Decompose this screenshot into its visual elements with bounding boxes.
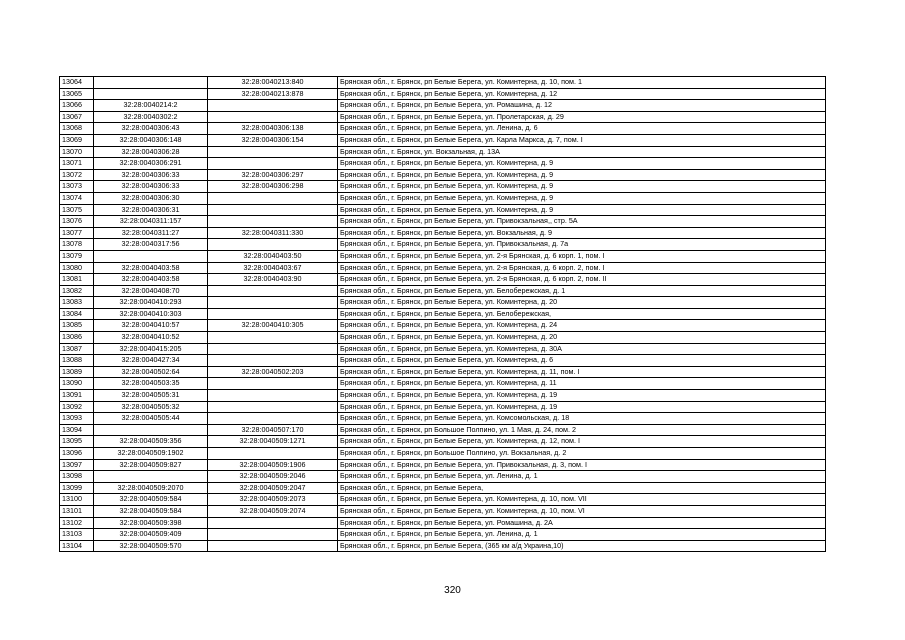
cadastral-number-cell: 32:28:0040410:303	[94, 308, 208, 320]
cadastral-number-cell: 32:28:0040410:293	[94, 297, 208, 309]
row-number-cell: 13066	[60, 100, 94, 112]
cadastral-number-cell: 32:28:0040509:570	[94, 540, 208, 552]
table-row	[60, 216, 826, 228]
address-cell: Брянская обл., г. Брянск, рп Большое Полпино, ул. 1 Мая, д. 24, пом. 2	[338, 424, 826, 436]
table-row	[60, 146, 826, 158]
row-number-cell: 13102	[60, 517, 94, 529]
cadastral-number-cell: 32:28:0040306:43	[94, 123, 208, 135]
cadastral-number-cell	[94, 471, 208, 483]
address-cell: Брянская обл., г. Брянск, рп Белые Берега, ул. Коминтерна, д. 19	[338, 401, 826, 413]
building-cadastral-number-cell	[208, 517, 338, 529]
address-cell: Брянская обл., г. Брянск, рп Белые Берега, ул. Карла Маркса, д. 7, пом. I	[338, 134, 826, 146]
address-cell: Брянская обл., г. Брянск, рп Белые Берега, ул. Коминтерна, д. 10, пом. 1	[338, 77, 826, 89]
row-number-cell: 13067	[60, 111, 94, 123]
building-cadastral-number-cell: 32:28:0040306:138	[208, 123, 338, 135]
table-row	[60, 482, 826, 494]
building-cadastral-number-cell	[208, 285, 338, 297]
cadastral-number-cell: 32:28:0040509:356	[94, 436, 208, 448]
table-row	[60, 274, 826, 286]
row-number-cell: 13083	[60, 297, 94, 309]
address-cell: Брянская обл., г. Брянск, рп Белые Берега,	[338, 482, 826, 494]
row-number-cell: 13085	[60, 320, 94, 332]
cadastral-number-cell: 32:28:0040302:2	[94, 111, 208, 123]
table-row	[60, 134, 826, 146]
address-cell: Брянская обл., г. Брянск, рп Белые Берега, ул. Ленина, д. 1	[338, 471, 826, 483]
row-number-cell: 13099	[60, 482, 94, 494]
row-number-cell: 13096	[60, 448, 94, 460]
row-number-cell: 13087	[60, 343, 94, 355]
table-row	[60, 436, 826, 448]
page-number: 320	[444, 585, 461, 596]
cadastral-number-cell: 32:28:0040408:70	[94, 285, 208, 297]
cadastral-number-cell: 32:28:0040503:35	[94, 378, 208, 390]
address-cell: Брянская обл., г. Брянск, рп Белые Берега, ул. Ленина, д. 1	[338, 529, 826, 541]
address-cell: Брянская обл., г. Брянск, рп Белые Берега, (365 км а/д Украина,10)	[338, 540, 826, 552]
cadastral-number-cell: 32:28:0040214:2	[94, 100, 208, 112]
table-row	[60, 366, 826, 378]
row-number-cell: 13082	[60, 285, 94, 297]
row-number-cell: 13095	[60, 436, 94, 448]
address-cell: Брянская обл., г. Брянск, рп Большое Полпино, ул. Вокзальная, д. 2	[338, 448, 826, 460]
table-row	[60, 262, 826, 274]
row-number-cell: 13092	[60, 401, 94, 413]
row-number-cell: 13086	[60, 332, 94, 344]
cadastral-number-cell	[94, 77, 208, 89]
building-cadastral-number-cell	[208, 192, 338, 204]
row-number-cell: 13065	[60, 88, 94, 100]
table-row	[60, 111, 826, 123]
row-number-cell: 13076	[60, 216, 94, 228]
row-number-cell: 13101	[60, 505, 94, 517]
cadastral-number-cell	[94, 424, 208, 436]
address-cell: Брянская обл., г. Брянск, рп Белые Берега, ул. Вокзальная, д. 9	[338, 227, 826, 239]
row-number-cell: 13080	[60, 262, 94, 274]
address-cell: Брянская обл., г. Брянск, рп Белые Берега, ул. Коминтерна, д. 10, пом. VI	[338, 505, 826, 517]
row-number-cell: 13093	[60, 413, 94, 425]
table-row	[60, 494, 826, 506]
cadastral-number-cell: 32:28:0040505:31	[94, 390, 208, 402]
cadastral-number-cell: 32:28:0040427:34	[94, 355, 208, 367]
cadastral-number-cell	[94, 88, 208, 100]
cadastral-number-cell: 32:28:0040306:33	[94, 169, 208, 181]
address-cell: Брянская обл., г. Брянск, рп Белые Берега, ул. Белобережская,	[338, 308, 826, 320]
cadastral-number-cell: 32:28:0040509:827	[94, 459, 208, 471]
table-row	[60, 158, 826, 170]
row-number-cell: 13075	[60, 204, 94, 216]
building-cadastral-number-cell: 32:28:0040213:840	[208, 77, 338, 89]
address-cell: Брянская обл., г. Брянск, рп Белые Берега, ул. Ленина, д. 6	[338, 123, 826, 135]
building-cadastral-number-cell	[208, 401, 338, 413]
cadastral-number-cell: 32:28:0040505:32	[94, 401, 208, 413]
row-number-cell: 13079	[60, 250, 94, 262]
cadastral-number-cell: 32:28:0040311:157	[94, 216, 208, 228]
cadastral-number-cell: 32:28:0040415:205	[94, 343, 208, 355]
address-cell: Брянская обл., г. Брянск, рп Белые Берега, ул. Коминтерна, д. 9	[338, 204, 826, 216]
table-row	[60, 204, 826, 216]
address-cell: Брянская обл., г. Брянск, рп Белые Берега, ул. 2-я Брянская, д. 6 корп. 1, пом. I	[338, 250, 826, 262]
row-number-cell: 13089	[60, 366, 94, 378]
building-cadastral-number-cell	[208, 239, 338, 251]
address-cell: Брянская обл., г. Брянск, рп Белые Берега, ул. Привокзальная, д. 3, пом. I	[338, 459, 826, 471]
table-row	[60, 378, 826, 390]
table-row	[60, 250, 826, 262]
address-cell: Брянская обл., г. Брянск, рп Белые Берега, ул. Коминтерна, д. 9	[338, 158, 826, 170]
cadastral-number-cell: 32:28:0040410:57	[94, 320, 208, 332]
table-row	[60, 332, 826, 344]
building-cadastral-number-cell: 32:28:0040509:2046	[208, 471, 338, 483]
building-cadastral-number-cell	[208, 540, 338, 552]
row-number-cell: 13078	[60, 239, 94, 251]
building-cadastral-number-cell	[208, 355, 338, 367]
address-cell: Брянская обл., г. Брянск, рп Белые Берега, ул. Коминтерна, д. 9	[338, 169, 826, 181]
address-cell: Брянская обл., г. Брянск, рп Белые Берега, ул. Коминтерна, д. 11, пом. I	[338, 366, 826, 378]
cadastral-number-cell: 32:28:0040403:58	[94, 262, 208, 274]
address-cell: Брянская обл., г. Брянск, рп Белые Берега, ул. Ромашина, д. 12	[338, 100, 826, 112]
address-cell: Брянская обл., г. Брянск, рп Белые Берега, ул. Белобережская, д. 1	[338, 285, 826, 297]
cadastral-number-cell: 32:28:0040509:409	[94, 529, 208, 541]
building-cadastral-number-cell	[208, 158, 338, 170]
cadastral-number-cell: 32:28:0040509:584	[94, 505, 208, 517]
row-number-cell: 13068	[60, 123, 94, 135]
table-row	[60, 308, 826, 320]
cadastral-number-cell: 32:28:0040502:64	[94, 366, 208, 378]
cadastral-number-cell: 32:28:0040410:52	[94, 332, 208, 344]
table-row	[60, 401, 826, 413]
building-cadastral-number-cell: 32:28:0040507:170	[208, 424, 338, 436]
row-number-cell: 13064	[60, 77, 94, 89]
address-cell: Брянская обл., г. Брянск, рп Белые Берега, ул. Коминтерна, д. 19	[338, 390, 826, 402]
building-cadastral-number-cell: 32:28:0040502:203	[208, 366, 338, 378]
cadastral-number-cell: 32:28:0040317:56	[94, 239, 208, 251]
table-row	[60, 181, 826, 193]
cadastral-number-cell: 32:28:0040306:30	[94, 192, 208, 204]
cadastral-number-cell: 32:28:0040306:148	[94, 134, 208, 146]
address-cell: Брянская обл., г. Брянск, рп Белые Берега, ул. Коминтерна, д. 11	[338, 378, 826, 390]
address-cell: Брянская обл., г. Брянск, рп Белые Берега, ул. Коминтерна, д. 20	[338, 297, 826, 309]
table-row	[60, 540, 826, 552]
table-row	[60, 390, 826, 402]
address-cell: Брянская обл., г. Брянск, рп Белые Берега, ул. Ромашина, д. 2А	[338, 517, 826, 529]
row-number-cell: 13071	[60, 158, 94, 170]
table-row	[60, 227, 826, 239]
cadastral-number-cell: 32:28:0040306:33	[94, 181, 208, 193]
row-number-cell: 13097	[60, 459, 94, 471]
table-row	[60, 77, 826, 89]
table-row	[60, 192, 826, 204]
row-number-cell: 13098	[60, 471, 94, 483]
table-row	[60, 459, 826, 471]
building-cadastral-number-cell	[208, 111, 338, 123]
table-row	[60, 529, 826, 541]
row-number-cell: 13088	[60, 355, 94, 367]
table-row	[60, 424, 826, 436]
building-cadastral-number-cell: 32:28:0040306:154	[208, 134, 338, 146]
registry-table	[59, 76, 826, 552]
address-cell: Брянская обл., г. Брянск, рп Белые Берега, ул. Пролетарская, д. 29	[338, 111, 826, 123]
registry-table-body	[60, 77, 826, 552]
table-row	[60, 471, 826, 483]
cadastral-number-cell: 32:28:0040403:58	[94, 274, 208, 286]
building-cadastral-number-cell: 32:28:0040213:878	[208, 88, 338, 100]
cadastral-number-cell: 32:28:0040509:398	[94, 517, 208, 529]
building-cadastral-number-cell: 32:28:0040403:50	[208, 250, 338, 262]
building-cadastral-number-cell	[208, 100, 338, 112]
address-cell: Брянская обл., г. Брянск, рп Белые Берега, ул. Привокзальная, д. 7а	[338, 239, 826, 251]
address-cell: Брянская обл., г. Брянск, рп Белые Берега, ул. Коминтерна, д. 24	[338, 320, 826, 332]
address-cell: Брянская обл., г. Брянск, ул. Вокзальная, д. 13А	[338, 146, 826, 158]
table-row	[60, 297, 826, 309]
building-cadastral-number-cell	[208, 343, 338, 355]
row-number-cell: 13073	[60, 181, 94, 193]
address-cell: Брянская обл., г. Брянск, рп Белые Берега, ул. Коминтерна, д. 9	[338, 192, 826, 204]
building-cadastral-number-cell	[208, 308, 338, 320]
building-cadastral-number-cell	[208, 204, 338, 216]
row-number-cell: 13090	[60, 378, 94, 390]
row-number-cell: 13074	[60, 192, 94, 204]
address-cell: Брянская обл., г. Брянск, рп Белые Берега, ул. Коминтерна, д. 12, пом. I	[338, 436, 826, 448]
row-number-cell: 13091	[60, 390, 94, 402]
building-cadastral-number-cell: 32:28:0040311:330	[208, 227, 338, 239]
table-row	[60, 100, 826, 112]
address-cell: Брянская обл., г. Брянск, рп Белые Берега, ул. Коминтерна, д. 12	[338, 88, 826, 100]
cadastral-number-cell: 32:28:0040509:1902	[94, 448, 208, 460]
address-cell: Брянская обл., г. Брянск, рп Белые Берега, ул. 2-я Брянская, д. 6 корп. 2, пом. I	[338, 262, 826, 274]
cadastral-number-cell: 32:28:0040306:28	[94, 146, 208, 158]
cadastral-number-cell: 32:28:0040306:31	[94, 204, 208, 216]
building-cadastral-number-cell	[208, 146, 338, 158]
building-cadastral-number-cell	[208, 413, 338, 425]
row-number-cell: 13104	[60, 540, 94, 552]
table-row	[60, 320, 826, 332]
building-cadastral-number-cell: 32:28:0040509:1271	[208, 436, 338, 448]
row-number-cell: 13100	[60, 494, 94, 506]
table-row	[60, 448, 826, 460]
table-row	[60, 355, 826, 367]
building-cadastral-number-cell: 32:28:0040509:2073	[208, 494, 338, 506]
table-row	[60, 517, 826, 529]
building-cadastral-number-cell: 32:28:0040509:2074	[208, 505, 338, 517]
cadastral-number-cell: 32:28:0040509:584	[94, 494, 208, 506]
table-row	[60, 169, 826, 181]
cadastral-number-cell	[94, 250, 208, 262]
building-cadastral-number-cell: 32:28:0040306:298	[208, 181, 338, 193]
address-cell: Брянская обл., г. Брянск, рп Белые Берега, ул. Коминтерна, д. 20	[338, 332, 826, 344]
table-row	[60, 505, 826, 517]
building-cadastral-number-cell: 32:28:0040509:2047	[208, 482, 338, 494]
row-number-cell: 13081	[60, 274, 94, 286]
building-cadastral-number-cell	[208, 216, 338, 228]
building-cadastral-number-cell	[208, 378, 338, 390]
address-cell: Брянская обл., г. Брянск, рп Белые Берега, ул. Коминтерна, д. 30А	[338, 343, 826, 355]
table-row	[60, 239, 826, 251]
building-cadastral-number-cell: 32:28:0040410:305	[208, 320, 338, 332]
cadastral-number-cell: 32:28:0040505:44	[94, 413, 208, 425]
table-row	[60, 343, 826, 355]
row-number-cell: 13094	[60, 424, 94, 436]
row-number-cell: 13072	[60, 169, 94, 181]
row-number-cell: 13084	[60, 308, 94, 320]
building-cadastral-number-cell	[208, 529, 338, 541]
table-row	[60, 285, 826, 297]
address-cell: Брянская обл., г. Брянск, рп Белые Берега, ул. Комсомольская, д. 18	[338, 413, 826, 425]
address-cell: Брянская обл., г. Брянск, рп Белые Берега, ул. Коминтерна, д. 6	[338, 355, 826, 367]
table-row	[60, 123, 826, 135]
address-cell: Брянская обл., г. Брянск, рп Белые Берега, ул. 2-я Брянская, д. 6 корп. 2, пом. II	[338, 274, 826, 286]
row-number-cell: 13069	[60, 134, 94, 146]
cadastral-number-cell: 32:28:0040306:291	[94, 158, 208, 170]
building-cadastral-number-cell	[208, 448, 338, 460]
building-cadastral-number-cell: 32:28:0040509:1906	[208, 459, 338, 471]
row-number-cell: 13077	[60, 227, 94, 239]
building-cadastral-number-cell: 32:28:0040403:90	[208, 274, 338, 286]
row-number-cell: 13103	[60, 529, 94, 541]
cadastral-number-cell: 32:28:0040509:2070	[94, 482, 208, 494]
address-cell: Брянская обл., г. Брянск, рп Белые Берега, ул. Коминтерна, д. 9	[338, 181, 826, 193]
building-cadastral-number-cell	[208, 390, 338, 402]
building-cadastral-number-cell	[208, 297, 338, 309]
table-row	[60, 88, 826, 100]
building-cadastral-number-cell	[208, 332, 338, 344]
row-number-cell: 13070	[60, 146, 94, 158]
address-cell: Брянская обл., г. Брянск, рп Белые Берега, ул. Коминтерна, д. 10, пом. VII	[338, 494, 826, 506]
building-cadastral-number-cell: 32:28:0040306:297	[208, 169, 338, 181]
building-cadastral-number-cell: 32:28:0040403:67	[208, 262, 338, 274]
table-row	[60, 413, 826, 425]
cadastral-number-cell: 32:28:0040311:27	[94, 227, 208, 239]
address-cell: Брянская обл., г. Брянск, рп Белые Берега, ул. Привокзальная,, стр. 5А	[338, 216, 826, 228]
